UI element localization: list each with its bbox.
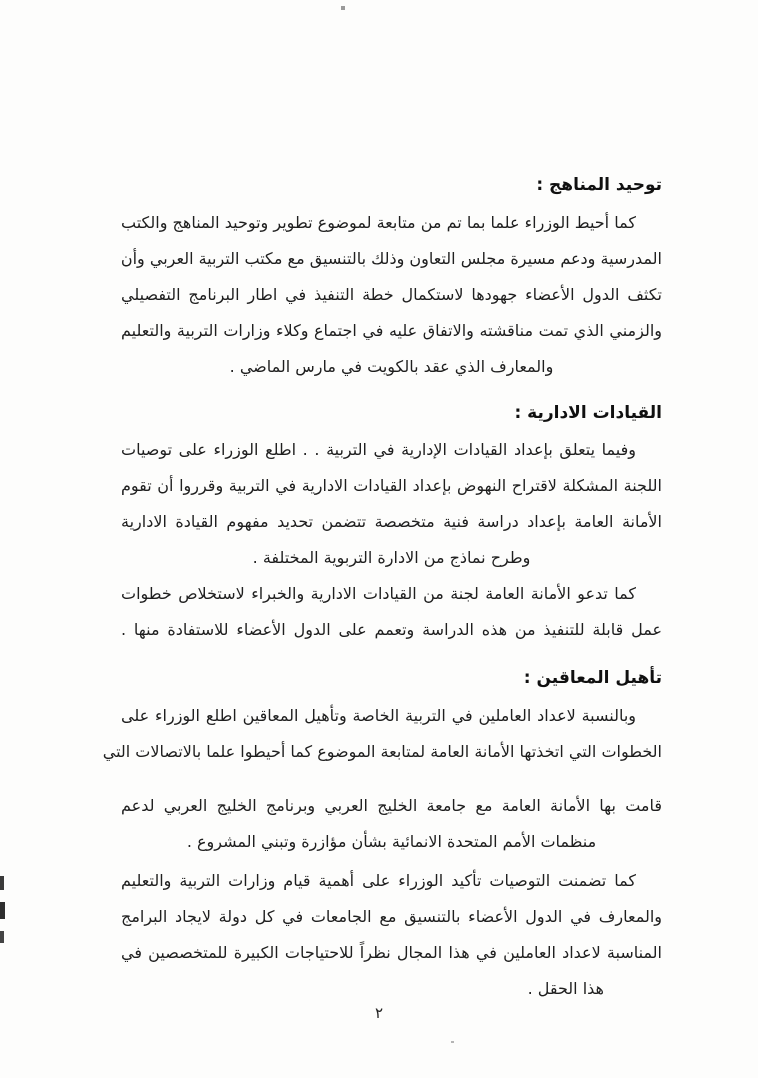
section-heading-disabled-rehab: تأهيل المعاقين : <box>523 668 662 688</box>
text-line: وفيما يتعلق بإعداد القيادات الإدارية في التربية . . اطلع الوزراء على توصيات <box>121 440 636 459</box>
paragraph <box>121 576 662 648</box>
paragraph <box>102 698 662 770</box>
text-line: والمعارف الذي عقد بالكويت في مارس الماضي . <box>229 357 554 376</box>
scan-artifact <box>0 931 4 943</box>
scan-artifact <box>0 876 4 890</box>
page-number: ٢ <box>374 1004 384 1022</box>
document-content <box>102 170 662 1007</box>
text-line: هذا الحقل . <box>527 979 604 998</box>
paragraph <box>121 432 662 576</box>
section-heading-curricula: توحيد المناهج : <box>536 175 662 195</box>
text-line: كما أحيط الوزراء علما بما تم من متابعة لموضوع تطوير وتوحيد المناهج والكتب <box>121 213 636 232</box>
paragraph <box>121 863 662 1007</box>
text-line: اللجنة المشكلة لاقتراح النهوض بإعداد القيادات الادارية في التربية وقرروا أن تقوم <box>121 476 662 495</box>
text-line: كما تدعو الأمانة العامة لجنة من القيادات الادارية والخبراء لاستخلاص خطوات <box>121 584 636 603</box>
scan-artifact <box>341 6 345 10</box>
text-line: والمعارف في الدول الأعضاء بالتنسيق مع الجامعات في كل دولة لايجاد البرامج <box>121 907 662 926</box>
paragraph <box>121 205 662 385</box>
text-line: الخطوات التي اتخذتها الأمانة العامة لمتابعة الموضوع كما أحيطوا علما بالاتصالات التي <box>102 742 662 761</box>
text-line: عمل قابلة للتنفيذ من هذه الدراسة وتعمم على الدول الأعضاء للاستفادة منها . <box>121 620 662 639</box>
text-line: وبالنسبة لاعداد العاملين في التربية الخاصة وتأهيل المعاقين اطلع الوزراء على <box>121 706 636 725</box>
text-line: وطرح نماذج من الادارة التربوية المختلفة . <box>252 548 531 567</box>
text-line: منظمات الأمم المتحدة الانمائية بشأن مؤازرة وتبني المشروع . <box>186 832 597 851</box>
text-line: المدرسية ودعم مسيرة مجلس التعاون وذلك بالتنسيق مع مكتب التربية العربي وأن <box>120 249 662 268</box>
text-line: قامت بها الأمانة العامة مع جامعة الخليج العربي وبرنامج الخليج العربي لدعم <box>121 796 662 815</box>
text-line: كما تضمنت التوصيات تأكيد الوزراء على أهمية قيام وزارات التربية والتعليم <box>121 871 636 890</box>
text-line: المناسبة لاعداد العاملين في هذا المجال نظراً للاحتياجات الكبيرة للمتخصصين في <box>121 943 662 962</box>
scan-artifact <box>0 902 5 919</box>
text-line: تكثف الدول الأعضاء جهودها لاستكمال خطة التنفيذ في اطار البرنامج التفصيلي <box>121 285 662 304</box>
text-line: الأمانة العامة بإعداد دراسة فنية متخصصة تتضمن تحديد مفهوم القيادة الادارية <box>121 512 662 531</box>
paragraph <box>121 788 662 860</box>
text-line: والزمني الذي تمت مناقشته والاتفاق عليه في اجتماع وكلاء وزارات التربية والتعليم <box>121 321 662 340</box>
section-heading-admin-leadership: القيادات الادارية : <box>514 403 662 423</box>
scan-artifact <box>451 1041 454 1043</box>
